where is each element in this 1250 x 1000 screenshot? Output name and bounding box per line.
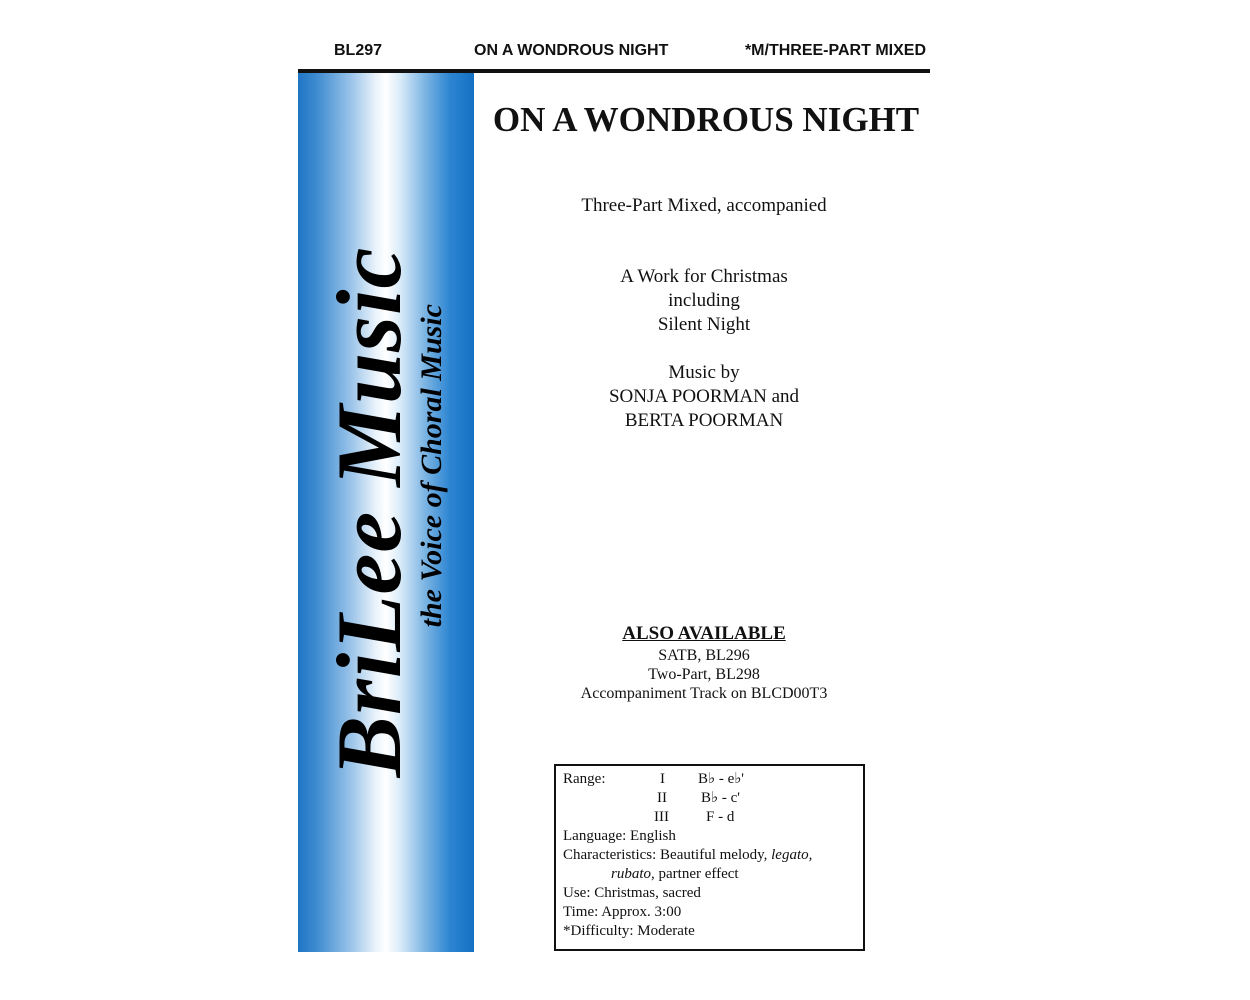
work-line: A Work for Christmas (620, 266, 788, 287)
catalog-number: BL297 (334, 42, 383, 59)
characteristics-label: Characteristics: Beautiful melody, (563, 847, 772, 863)
credit-line: BERTA POORMAN (624, 410, 784, 431)
range-label: Range: (563, 771, 606, 787)
range-value: B♭ - c' (701, 790, 740, 806)
also-available-item: Accompaniment Track on BLCD00T3 (580, 685, 828, 702)
also-available-item: SATB, BL296 (658, 647, 750, 664)
characteristics-rest: partner effect (654, 866, 739, 882)
also-available-heading: ALSO AVAILABLE (622, 623, 786, 644)
characteristics-line (563, 846, 812, 865)
time-line: Time: Approx. 3:00 (563, 904, 682, 920)
brand-tagline: the Voice of Choral Music (415, 304, 448, 628)
info-box (554, 764, 865, 951)
header-title: ON A WONDROUS NIGHT (474, 42, 669, 59)
composer-credits (474, 361, 934, 433)
difficulty-line: *Difficulty: Moderate (563, 923, 695, 939)
also-available-section (474, 622, 934, 703)
range-value: B♭ - e♭' (698, 771, 745, 787)
range-part: II (657, 790, 667, 806)
characteristics-italic: legato, (771, 847, 813, 863)
header-row (298, 42, 930, 62)
range-part: I (660, 771, 665, 787)
page-title: ON A WONDROUS NIGHT (492, 100, 920, 139)
header-voicing: *M/THREE-PART MIXED (744, 42, 926, 59)
characteristics-continuation (611, 865, 739, 884)
also-available-item: Two-Part, BL298 (648, 666, 760, 683)
range-value: F - d (706, 809, 735, 825)
voicing-line: Three-Part Mixed, accompanied (581, 195, 827, 216)
credit-line: Music by (668, 362, 740, 383)
work-line: Silent Night (657, 314, 751, 335)
language-line: Language: English (563, 828, 676, 844)
work-line: including (668, 290, 740, 311)
characteristics-italic: rubato, (611, 866, 655, 882)
brand-name: BriLee Music (318, 246, 420, 778)
credit-line: SONJA POORMAN and (608, 386, 800, 407)
use-line: Use: Christmas, sacred (563, 885, 701, 901)
work-description (474, 265, 934, 337)
range-part: III (654, 809, 669, 825)
